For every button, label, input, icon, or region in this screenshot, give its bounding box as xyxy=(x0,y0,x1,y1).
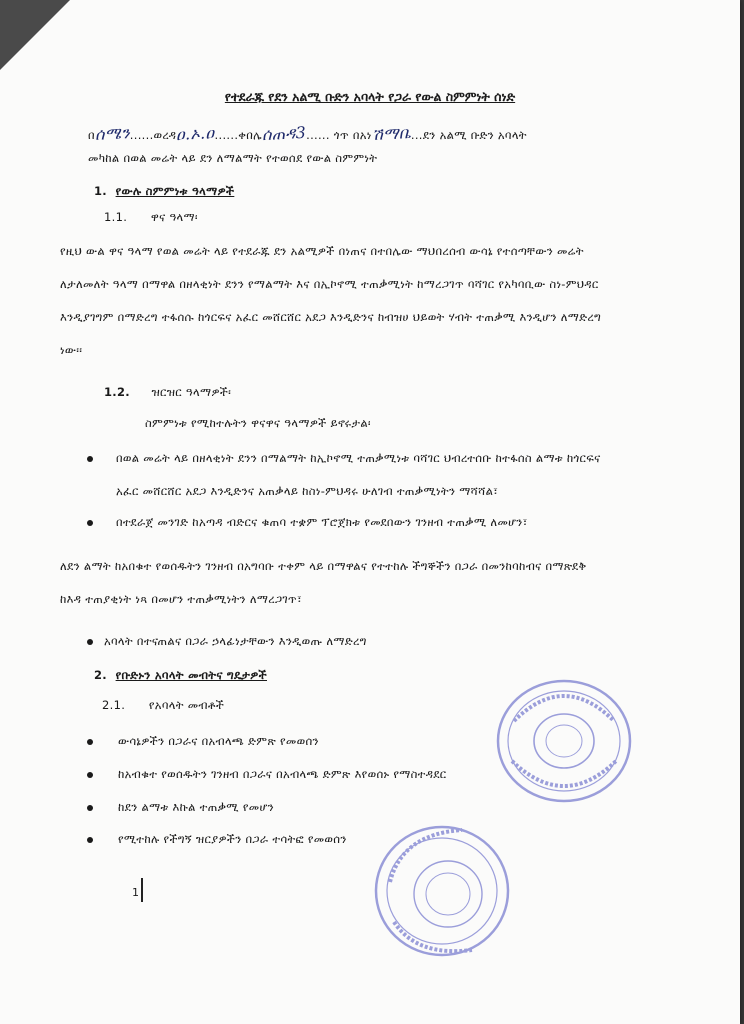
paragraph-line: ለደን ልማት ከአበቁተ የወሰዱትን ገንዘብ በአግባቡ ተቀም ላይ በማዋልና የተተከሉ ችግኞችን በጋራ በመንከባከብና በማጽደቅ xyxy=(60,559,587,573)
section-1-heading xyxy=(94,184,234,199)
intro-label-tail: ...ደን አልሚ ቡድን አባላት xyxy=(410,128,527,142)
subsection-1-2-title: ዝርዝር ዓላማዎች፡ xyxy=(151,385,232,399)
paragraph-line: ከእዳ ተጠያቂነት ነጻ በመሆን ተጠቃሚነትን ለማረጋገጥ፣ xyxy=(60,592,302,606)
section-2-title: የቡድኑን አባላት መብትና ግዴታዎች xyxy=(115,668,267,682)
bullet-marker xyxy=(87,837,93,843)
bullet-text-continued: አፈር መሸርሸር አደጋ እንዲድንና አጠቃላይ ከስነ-ምህዳሩ ሁለገብ ተጠቃሚነትን ማሻሻል፣ xyxy=(116,484,499,498)
bullet-marker xyxy=(87,739,93,745)
intro-line-2: መካከል በወል መሬት ላይ ደን ለማልማት የተወሰደ የውል ስምምነት xyxy=(88,151,378,165)
page-margin-mark xyxy=(141,878,143,902)
document-title: የተደራጁ የደን አልሚ ቡድን አባላት የጋራ የውል ስምምነት ሰነድ xyxy=(224,89,516,104)
intro-prefix: በ xyxy=(88,128,95,142)
handwritten-wereda: ዐ.ኦ.ዐ xyxy=(175,123,215,144)
rights-item: ከአብቁተ የወሰዱትን ገንዘብ በጋራና በአብላጫ ድምጽ እየወሰኑ የማስተዳደር xyxy=(118,767,447,781)
bullet-marker xyxy=(87,805,93,811)
official-stamp-icon xyxy=(372,822,512,960)
folded-corner xyxy=(0,0,70,70)
intro-label-wereda: ......ወረዳ xyxy=(129,128,177,142)
intro-label-kebele: ......ቀበሌ xyxy=(214,128,263,142)
section-2-number: 2. xyxy=(94,668,107,682)
subsection-2-1-heading xyxy=(102,698,224,713)
paragraph-line: እንዲያገግም በማድረግ ተፋሰሱ ከጎርፍና አፈር መሸርሸር አደጋ እንዲድንና ከብዝሀ ህይወት ሃብት ተጠቃሚ እንዲሆን ለማድረግ xyxy=(60,310,602,324)
subsection-2-1-number: 2.1. xyxy=(102,698,126,712)
bullet-marker xyxy=(87,520,93,526)
rights-item: ከደን ልማቱ እኩል ተጠቃሚ የመሆን xyxy=(118,800,274,814)
subsection-1-1-heading xyxy=(104,210,198,225)
section-2-heading xyxy=(94,668,267,683)
section-1-number: 1. xyxy=(94,184,107,198)
subsection-1-2-intro: ስምምነቱ የሚከተሉትን ዋናዋና ዓላማዎች ይኖሩታል፡ xyxy=(145,416,371,430)
handwritten-kebele: ሰጠዳ3 xyxy=(261,122,307,145)
section-1-title: የውሉ ስምምነቱ ዓላማዎች xyxy=(115,184,235,198)
rights-item: የሚተከሉ የችግኝ ዝርያዎችን በጋራ ተሳትፎ የመወሰን xyxy=(118,832,347,846)
paragraph-line: የዚህ ውል ዋና ዓላማ የወል መሬት ላይ የተደራጁ ደን አልሚዎች በነጠና በተበሌው ማህበረሰብ ውሳኔ የተሰጣቸውን መሬት xyxy=(60,244,584,258)
bullet-marker xyxy=(87,456,93,462)
bullet-marker xyxy=(87,639,93,645)
bullet-text: በተደራጀ መንገድ ከአጣዳ ብድርና ቁጠባ ተቋም ፕሮጀክቱ የመደበውን ገንዘብ ተጠቃሚ ለመሆን፣ xyxy=(116,515,528,529)
intro-line-1 xyxy=(88,124,527,144)
official-stamp-icon xyxy=(494,676,634,806)
rights-item: ውሳኔዎችን በጋራና በአብላጫ ድምጽ የመወሰን xyxy=(118,734,319,748)
intro-label-site: ...... ጎጥ በአነ xyxy=(306,128,372,142)
subsection-1-1-number: 1.1. xyxy=(104,210,128,224)
paragraph-line: ለታለመለት ዓላማ በማዋል በዘላቂነት ደንን የማልማት እና በኢኮኖሚ ተጠቃሚነት ከማረጋገጥ ባሻገር የአካባቢው ስነ-ምህዳር xyxy=(60,277,599,291)
paragraph-line: ነው፡፡ xyxy=(60,343,83,357)
subsection-1-1-title: ዋና ዓላማ፡ xyxy=(150,210,198,224)
page-number: 1 xyxy=(132,886,139,899)
handwritten-zone: ሰሜን xyxy=(94,123,131,144)
subsection-1-2-number: 1.2. xyxy=(104,385,130,399)
bullet-text: አባላት በተናጠልና በጋራ ኃላፊነታቸውን እንዲወጡ ለማድረግ xyxy=(104,634,367,648)
handwritten-site: ሽማቤ xyxy=(371,122,412,145)
bullet-marker xyxy=(87,772,93,778)
subsection-1-2-heading xyxy=(104,385,231,400)
subsection-2-1-title: የአባላት መብቶች xyxy=(148,698,225,712)
bullet-text: በወል መሬት ላይ በዘላቂነት ደንን በማልማት ከኢኮኖሚ ተጠቃሚነቱ ባሻገር ህብረተሰቡ ከተፋሰስ ልማቱ ከጎርፍና xyxy=(116,451,601,465)
